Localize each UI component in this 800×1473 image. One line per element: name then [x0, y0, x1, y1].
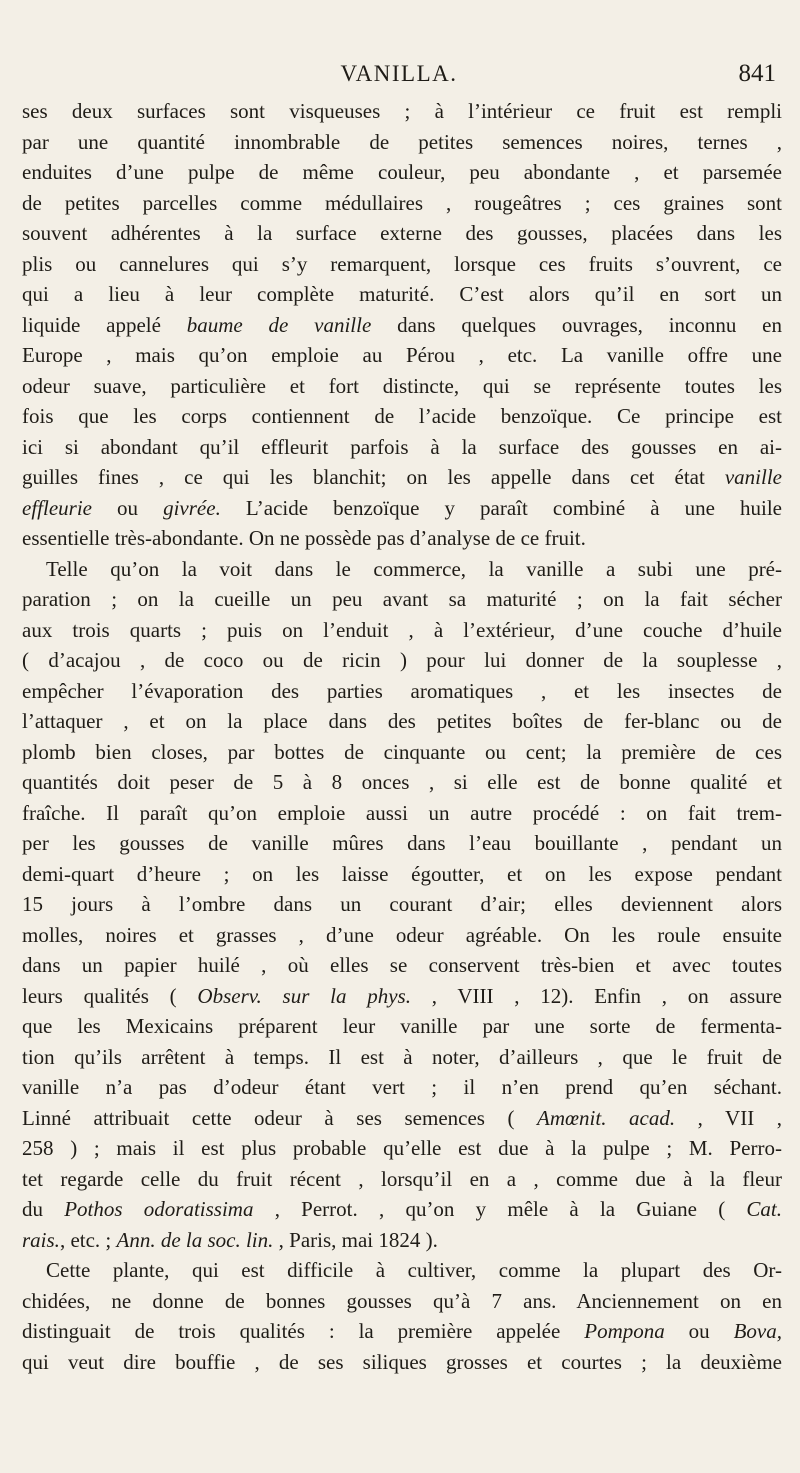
text-line	[22, 1194, 782, 1225]
text-span: de petites parcelles comme médullaires , rougeâtres ; ces graines sont	[22, 190, 782, 215]
text-line	[22, 432, 782, 463]
text-span: Cette plante, qui est difficile à cultiver, comme la plupart des Or-	[46, 1258, 782, 1282]
italic-text: Cat.	[746, 1197, 782, 1221]
text-span: ou	[91, 495, 164, 520]
text-span: souvent adhérentes à la surface externe des gousses, placées dans les	[22, 221, 782, 245]
italic-text: givrée.	[163, 495, 221, 520]
text-line	[22, 676, 782, 707]
text-line	[22, 218, 782, 249]
italic-text: Ann. de la soc. lin.	[116, 1227, 274, 1252]
text-span: Europe , mais qu’on emploie au Pérou , etc. La vanille offre une	[22, 343, 782, 367]
text-line	[22, 401, 782, 432]
text-line	[22, 1225, 782, 1256]
text-span: L’acide benzoïque y paraît combiné à une huile	[220, 495, 782, 520]
text-span: tion qu’ils arrêtent à temps. Il est à noter, d’ailleurs , que le fruit de	[22, 1044, 782, 1069]
text-line	[22, 96, 782, 127]
text-span: que les Mexicains préparent leur vanille par une sorte de fermenta-	[22, 1014, 782, 1038]
italic-text: rais.	[22, 1227, 60, 1252]
text-span: paration ; on la cueille un peu avant sa maturité ; on la fait sécher	[22, 587, 782, 611]
text-span: plomb bien closes, par bottes de cinquante ou cent; la première de ces	[22, 739, 782, 764]
text-span: du	[22, 1197, 65, 1221]
italic-text: Pompona	[584, 1319, 665, 1343]
text-span: vanille n’a pas d’odeur étant vert ; il n’en prend qu’en séchant.	[22, 1075, 782, 1099]
text-span: tet regarde celle du fruit récent , lorsqu’il en a , comme due à la fleur	[22, 1166, 782, 1191]
text-line	[22, 1103, 782, 1134]
text-line	[22, 920, 782, 951]
text-line	[22, 767, 782, 798]
text-line	[22, 798, 782, 829]
text-span: guilles fines , ce qui les blanchit; on les appelle dans cet état	[22, 465, 725, 489]
text-line	[22, 127, 782, 158]
text-line	[22, 1316, 782, 1347]
text-line	[22, 554, 782, 585]
text-line	[22, 1255, 782, 1286]
body-text	[22, 96, 782, 1377]
text-line	[22, 615, 782, 646]
running-title: VANILLA.	[340, 61, 458, 86]
text-line	[22, 1011, 782, 1042]
text-span: fraîche. Il paraît qu’on emploie aussi un autre procédé : on fait trem-	[22, 800, 782, 825]
text-line	[22, 828, 782, 859]
text-line	[22, 889, 782, 920]
text-line	[22, 157, 782, 188]
text-span: aux trois quarts ; puis on l’enduit , à l’extérieur, d’une couche d’huile	[22, 617, 782, 642]
italic-text: Pothos odoratissima	[64, 1197, 254, 1221]
text-span: l’attaquer , et on la place dans des petites boîtes de fer-blanc ou de	[22, 709, 782, 733]
text-line	[22, 523, 782, 554]
text-span: plis ou cannelures qui s’y remarquent, lorsque ces fruits s’ouvrent, ce	[22, 251, 782, 276]
text-span: par une quantité innombrable de petites semences noires, ternes ,	[22, 129, 782, 154]
italic-text: Amœnit. acad.	[537, 1105, 676, 1130]
text-line	[22, 279, 782, 310]
text-span: Linné attribuait cette odeur à ses semences (	[22, 1105, 538, 1130]
text-line	[22, 493, 782, 524]
text-span: leurs qualités (	[22, 983, 198, 1008]
text-span: demi-quart d’heure ; on les laisse égoutter, et on les expose pendant	[22, 861, 782, 886]
text-line	[22, 462, 782, 493]
text-line	[22, 1347, 782, 1378]
text-line	[22, 981, 782, 1012]
text-span: per les gousses de vanille mûres dans l’eau bouillante , pendant un	[22, 831, 782, 855]
text-span: liquide appelé	[22, 312, 187, 337]
text-span: , VII ,	[675, 1105, 782, 1130]
text-span: dans quelques ouvrages, inconnu en	[371, 312, 782, 337]
text-line	[22, 371, 782, 402]
text-span: , Paris, mai 1824 ).	[273, 1227, 438, 1252]
text-span: Telle qu’on la voit dans le commerce, la vanille a subi une pré-	[46, 556, 782, 581]
text-span: molles, noires et grasses , d’une odeur agréable. On les roule ensuite	[22, 922, 782, 947]
text-span: quantités doit peser de 5 à 8 onces , si elle est de bonne qualité et	[22, 770, 782, 794]
text-line	[22, 584, 782, 615]
text-span: ou	[664, 1319, 734, 1343]
text-span: dans un papier huilé , où elles se conservent très-bien et avec toutes	[22, 953, 782, 977]
text-span: , Perrot. , qu’on y mêle à la Guiane (	[253, 1197, 747, 1221]
text-span: ses deux surfaces sont visqueuses ; à l’intérieur ce fruit est rempli	[22, 99, 782, 123]
text-line	[22, 645, 782, 676]
text-span: 15 jours à l’ombre dans un courant d’air; elles deviennent alors	[22, 892, 782, 916]
text-span: empêcher l’évaporation des parties aromatiques , et les insectes de	[22, 678, 782, 703]
text-span: ici si abondant qu’il effleurit parfois à la surface des gousses en ai-	[22, 434, 782, 459]
text-line	[22, 310, 782, 341]
text-line	[22, 1133, 782, 1164]
text-span: qui veut dire bouffie , de ses siliques grosses et courtes ; la deuxième	[22, 1349, 782, 1374]
text-line	[22, 188, 782, 219]
running-header	[22, 56, 776, 92]
text-line	[22, 859, 782, 890]
text-line	[22, 706, 782, 737]
page-number: 841	[738, 60, 776, 87]
italic-text: Observ. sur la phys.	[197, 983, 411, 1008]
text-span: enduites d’une pulpe de même couleur, peu abondante , et parsemée	[22, 160, 782, 184]
text-span: chidées, ne donne de bonnes gousses qu’à 7 ans. Anciennement on en	[22, 1288, 782, 1313]
text-span: 258 ) ; mais il est plus probable qu’elle est due à la pulpe ; M. Perro-	[22, 1136, 782, 1160]
italic-text: effleurie	[22, 495, 92, 520]
italic-text: baume de vanille	[186, 312, 372, 337]
text-span: distinguait de trois qualités : la première appelée	[22, 1319, 585, 1343]
text-span: qui a lieu à leur complète maturité. C’est alors qu’il en sort un	[22, 282, 782, 306]
text-span: , etc. ;	[59, 1227, 117, 1252]
text-line	[22, 340, 782, 371]
text-line	[22, 249, 782, 280]
italic-text: vanille	[724, 465, 782, 489]
text-line	[22, 1072, 782, 1103]
text-span: odeur suave, particulière et fort distincte, qui se représente toutes les	[22, 373, 782, 398]
text-line	[22, 950, 782, 981]
text-span: ( d’acajou , de coco ou de ricin ) pour lui donner de la souplesse ,	[22, 648, 782, 672]
text-span: essentielle très-abondante. On ne possède pas d’analyse de ce fruit.	[22, 526, 586, 550]
italic-text: Bova,	[733, 1319, 782, 1343]
text-line	[22, 1164, 782, 1195]
text-line	[22, 1042, 782, 1073]
text-span: , VIII , 12). Enfin , on assure	[410, 983, 782, 1008]
text-span: fois que les corps contiennent de l’acide benzoïque. Ce principe est	[22, 404, 782, 428]
text-line	[22, 1286, 782, 1317]
text-line	[22, 737, 782, 768]
